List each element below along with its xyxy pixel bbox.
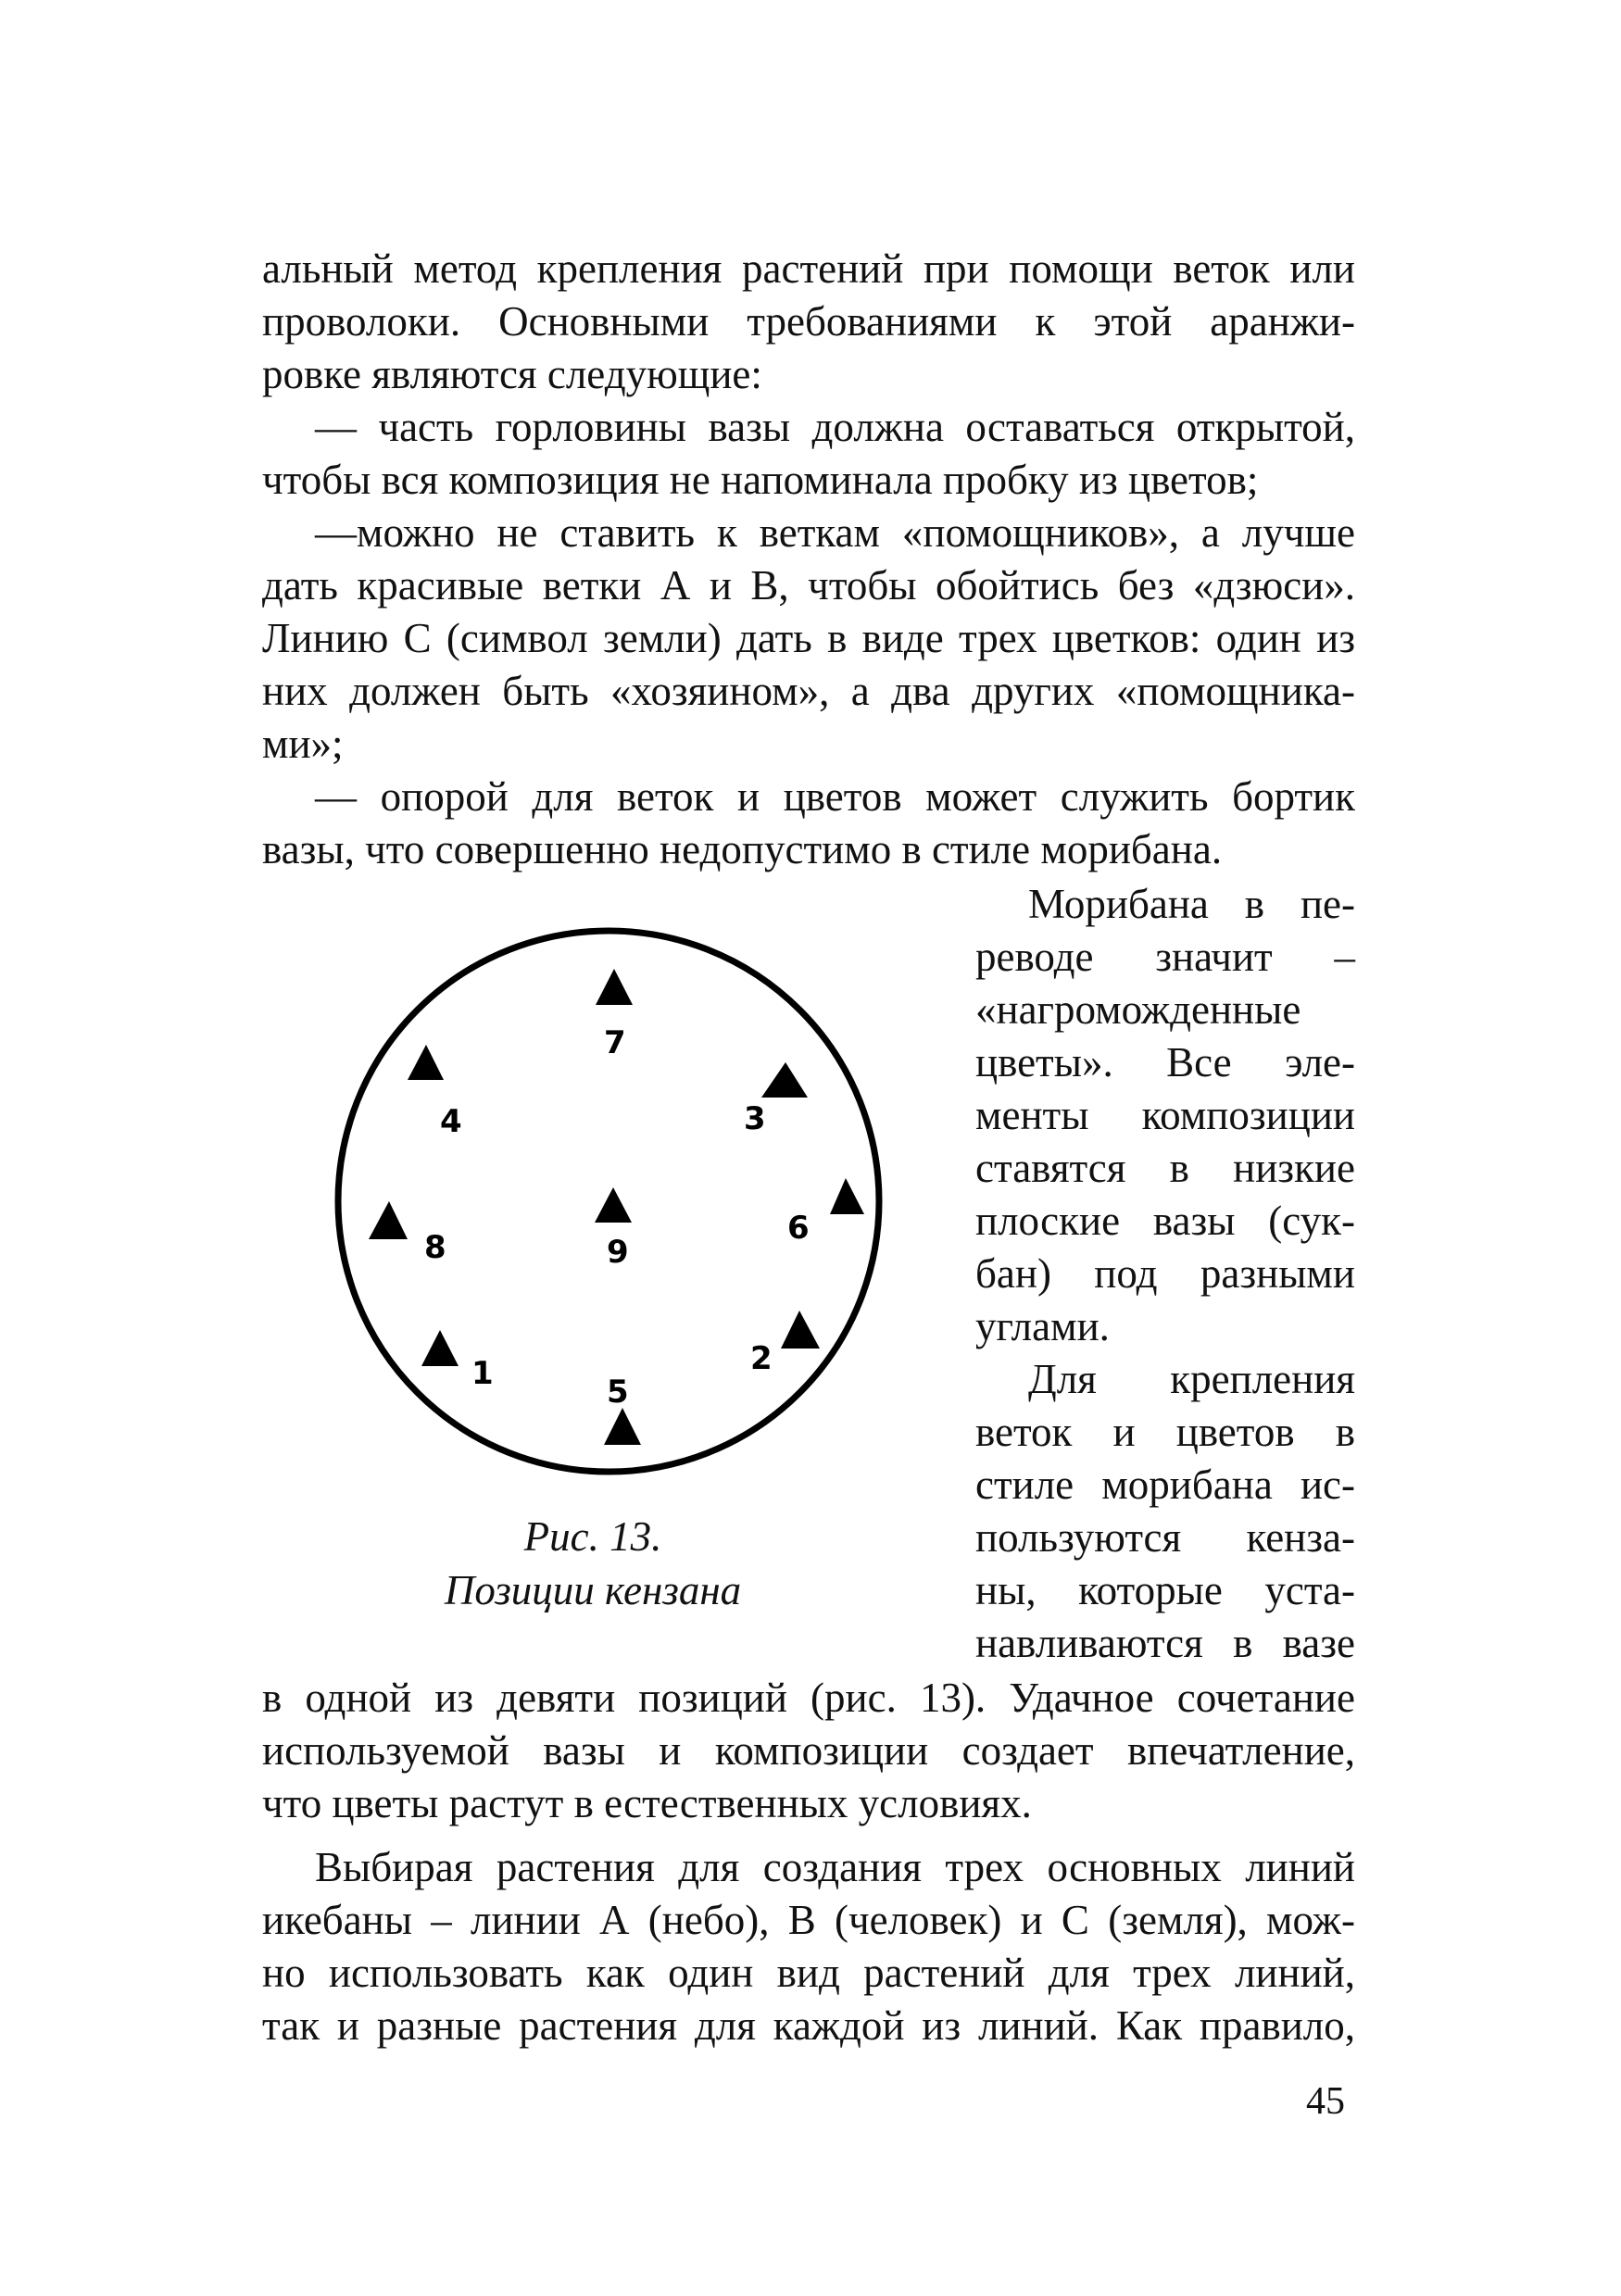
text-line: навливаются в вазе <box>975 1620 1355 1666</box>
text-line: менты композиции <box>975 1092 1355 1138</box>
text-line: цветы». Все эле- <box>975 1039 1355 1085</box>
text-line: вазы, что совершенно недопустимо в стиле морибана. <box>262 826 1223 872</box>
text-line: что цветы растут в естественных условиях. <box>262 1780 1032 1826</box>
position-label: 9 <box>607 1234 629 1271</box>
text-line: — часть горловины вазы должна оставаться открытой, <box>315 404 1355 450</box>
position-7-marker <box>596 969 633 1005</box>
text-line: «нагроможденные <box>975 986 1301 1033</box>
text-line: но использовать как один вид растений для трех линий, <box>262 1950 1355 1996</box>
text-line: ровке являются следующие: <box>262 351 762 397</box>
text-line: в одной из девяти позиций (рис. 13). Удачное сочетание <box>262 1675 1355 1721</box>
text-line: используемой вазы и композиции создает впечатление, <box>262 1727 1355 1774</box>
figure-caption-number: Рис. 13. <box>523 1513 662 1560</box>
position-3-marker <box>761 1062 808 1098</box>
position-label: 7 <box>604 1024 626 1061</box>
text-line: Для крепления <box>1028 1356 1355 1402</box>
text-line: икебаны – линии А (небо), В (человек) и С (земля), мож- <box>262 1897 1355 1943</box>
text-line: — опорой для веток и цветов может служить бортик <box>315 773 1355 820</box>
position-label: 3 <box>744 1100 766 1137</box>
text-line: так и разные растения для каждой из линий. Как правило, <box>262 2002 1355 2049</box>
text-line: —можно не ставить к веткам «помощников», а лучше <box>315 509 1355 556</box>
text-line: реводе значит – <box>975 934 1355 980</box>
text-line: альный метод крепления растений при помощи веток или <box>262 245 1355 292</box>
text-line: Выбирая растения для создания трех основных линий <box>315 1844 1355 1890</box>
position-1-marker <box>421 1330 459 1366</box>
kenzan-positions-figure <box>324 926 898 1500</box>
text-line: углами. <box>975 1303 1110 1349</box>
text-line: бан) под разными <box>975 1250 1355 1297</box>
position-6-marker <box>830 1178 864 1214</box>
position-label: 5 <box>607 1374 629 1411</box>
text-line: чтобы вся композиция не напоминала пробку из цветов; <box>262 457 1259 503</box>
text-line: ны, которые уста- <box>975 1567 1355 1613</box>
position-9-marker <box>595 1187 632 1223</box>
text-line: проволоки. Основными требованиями к этой аранжи- <box>262 298 1355 345</box>
position-2-marker <box>781 1311 820 1349</box>
text-line: Морибана в пе- <box>1028 881 1355 927</box>
text-line: плоские вазы (сук- <box>975 1198 1355 1244</box>
text-line: них должен быть «хозяином», а два других «помощника- <box>262 668 1355 714</box>
position-label: 6 <box>787 1210 810 1247</box>
position-8-marker <box>369 1201 408 1239</box>
text-line: ми»; <box>262 721 344 767</box>
position-label: 2 <box>750 1340 773 1377</box>
position-label: 4 <box>440 1103 462 1140</box>
position-label: 8 <box>424 1229 446 1266</box>
position-5-marker <box>604 1408 641 1445</box>
position-label: 1 <box>471 1355 494 1392</box>
text-line: стиле морибана ис- <box>975 1462 1355 1508</box>
text-line: веток и цветов в <box>975 1409 1355 1455</box>
position-4-marker <box>408 1045 444 1080</box>
text-line: ставятся в низкие <box>975 1145 1355 1191</box>
text-line: дать красивые ветки А и В, чтобы обойтись без «дзюси». <box>262 562 1355 609</box>
text-line: Линию С (символ земли) дать в виде трех цветков: один из <box>262 615 1355 661</box>
page-number: 45 <box>1306 2080 1345 2123</box>
figure-caption-title: Позиции кензана <box>444 1567 742 1613</box>
text-line: пользуются кенза- <box>975 1514 1355 1561</box>
